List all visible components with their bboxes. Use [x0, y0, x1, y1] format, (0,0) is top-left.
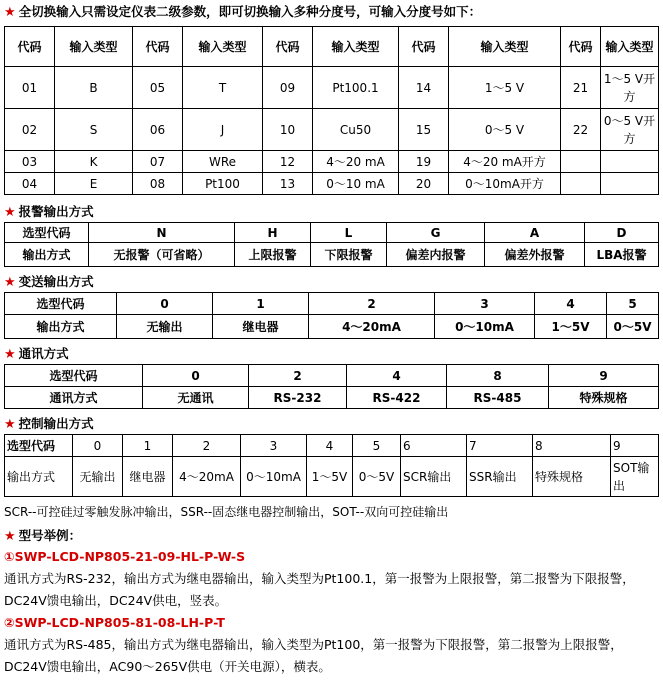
table-cell: 0～5V: [353, 457, 401, 497]
mode-label: 输出方式: [5, 243, 89, 267]
table-cell: 7: [467, 435, 533, 457]
header-cell: 输入类型: [55, 27, 133, 67]
table-cell: 4～20mA: [173, 457, 241, 497]
table-cell: 4～20mA: [309, 315, 435, 339]
table-cell: B: [55, 67, 133, 109]
code-label: 选型代码: [5, 293, 117, 315]
table-cell: 12: [263, 151, 313, 173]
star-icon: ★: [4, 417, 16, 432]
table-cell: RS-422: [347, 387, 447, 409]
control-output-table: [4, 434, 659, 497]
header-cell: 输入类型: [183, 27, 263, 67]
table-row: [5, 315, 659, 339]
table-cell: SOT输出: [611, 457, 659, 497]
table-cell: 05: [133, 67, 183, 109]
star-icon: ★: [4, 275, 16, 290]
star-icon: ★: [4, 529, 16, 544]
table-cell: WRe: [183, 151, 263, 173]
table-cell: RS-485: [447, 387, 549, 409]
example-2-description: 通讯方式为RS-485，输出方式为继电器输出，输入类型为Pt100，第一报警为下限报警，第二报警为上限报警，DC24V馈电输出，AC90～265V供电（开关电源），横表。: [4, 637, 623, 674]
input-type-table: [4, 26, 659, 195]
header-cell: 输入类型: [313, 27, 399, 67]
table-cell: 03: [5, 151, 55, 173]
table-cell: G: [387, 223, 485, 243]
abbreviation-note: SCR--可控硅过零触发脉冲输出，SSR--固态继电器控制输出，SOT--双向可控硅输出: [4, 505, 449, 519]
table-row: [5, 457, 659, 497]
section-title-text: 控制输出方式: [18, 416, 94, 431]
table-cell: 8: [447, 365, 549, 387]
table-cell: 0～10mA: [241, 457, 307, 497]
table-cell: S: [55, 109, 133, 151]
table-cell: 继电器: [213, 315, 309, 339]
table-cell: T: [183, 67, 263, 109]
example-2-model: ②SWP-LCD-NP805-81-08-LH-P-T: [4, 615, 225, 630]
table-cell: J: [183, 109, 263, 151]
table-cell: 无通讯: [143, 387, 249, 409]
table-cell: 10: [263, 109, 313, 151]
table-cell: 21: [561, 67, 601, 109]
comm-table: [4, 364, 659, 409]
table-cell: 1～5V: [307, 457, 353, 497]
table-cell: 1: [213, 293, 309, 315]
table-cell: 2: [309, 293, 435, 315]
table-cell: 06: [133, 109, 183, 151]
table-cell: K: [55, 151, 133, 173]
section-title-text: 通讯方式: [18, 346, 69, 361]
header-cell: 输入类型: [601, 27, 659, 67]
table-cell: SCR输出: [401, 457, 467, 497]
table-row: [5, 223, 659, 243]
table-cell: 0～10mA: [435, 315, 535, 339]
table-cell: 1～5 V: [449, 67, 561, 109]
table-cell: 2: [249, 365, 347, 387]
table-cell: 0～10 mA: [313, 173, 399, 195]
table-cell: 14: [399, 67, 449, 109]
intro-text: 全切换输入只需设定仪表二级参数，即可切换输入多种分度号，可输入分度号如下：: [18, 4, 482, 19]
intro-line: [4, 2, 481, 20]
table-cell: 02: [5, 109, 55, 151]
table-cell: 0～10mA开方: [449, 173, 561, 195]
transmit-output-table: [4, 292, 659, 339]
table-cell: 01: [5, 67, 55, 109]
table-cell: 22: [561, 109, 601, 151]
table-cell: 13: [263, 173, 313, 195]
table-cell: 0～5 V: [449, 109, 561, 151]
table-cell: [561, 151, 601, 173]
table-cell: SSR输出: [467, 457, 533, 497]
table-cell: [601, 151, 659, 173]
alarm-output-table: [4, 222, 659, 267]
table-cell: E: [55, 173, 133, 195]
section-title-text: 变送输出方式: [18, 274, 94, 289]
table-row: [5, 387, 659, 409]
header-cell: 代码: [5, 27, 55, 67]
table-row: [5, 243, 659, 267]
header-cell: 输入类型: [449, 27, 561, 67]
table-cell: 偏差外报警: [485, 243, 585, 267]
table-cell: 08: [133, 173, 183, 195]
example-1-model: ①SWP-LCD-NP805-21-09-HL-P-W-S: [4, 549, 246, 564]
table-cell: 4: [347, 365, 447, 387]
table-cell: 0: [73, 435, 123, 457]
table-cell: 3: [435, 293, 535, 315]
mode-label: 输出方式: [5, 315, 117, 339]
table-cell: N: [89, 223, 235, 243]
example-section-title: [4, 526, 81, 544]
table-cell: 4～20 mA开方: [449, 151, 561, 173]
star-icon: ★: [4, 5, 16, 20]
table-cell: 5: [607, 293, 659, 315]
table-cell: 无输出: [73, 457, 123, 497]
table-cell: 07: [133, 151, 183, 173]
table-cell: 继电器: [123, 457, 173, 497]
table-cell: 2: [173, 435, 241, 457]
table-cell: D: [585, 223, 659, 243]
table-row: [5, 173, 659, 195]
table-cell: A: [485, 223, 585, 243]
header-cell: 代码: [133, 27, 183, 67]
code-label: 选型代码: [5, 365, 143, 387]
table-row: [5, 293, 659, 315]
table-cell: Pt100: [183, 173, 263, 195]
table-cell: 09: [263, 67, 313, 109]
example-1-description: 通讯方式为RS-232，输出方式为继电器输出，输入类型为Pt100.1，第一报警为上限报警，第二报警为下限报警，DC24V馈电输出，DC24V供电，竖表。: [4, 571, 635, 608]
header-cell: 代码: [399, 27, 449, 67]
table-cell: 0～5V: [607, 315, 659, 339]
table-cell: 上限报警: [235, 243, 311, 267]
table-cell: 6: [401, 435, 467, 457]
code-label: 选型代码: [5, 223, 89, 243]
input-table-header-row: [5, 27, 659, 67]
table-cell: Pt100.1: [313, 67, 399, 109]
code-label: 选型代码: [5, 435, 73, 457]
transmit-section-title: [4, 272, 94, 290]
mode-label: 通讯方式: [5, 387, 143, 409]
mode-label: 输出方式: [5, 457, 73, 497]
table-cell: 无输出: [117, 315, 213, 339]
table-cell: 下限报警: [311, 243, 387, 267]
section-title-text: 型号举例：: [18, 528, 82, 543]
table-cell: 1: [123, 435, 173, 457]
table-cell: 4: [535, 293, 607, 315]
table-cell: [561, 173, 601, 195]
table-cell: 5: [353, 435, 401, 457]
alarm-section-title: [4, 202, 94, 220]
table-cell: 04: [5, 173, 55, 195]
table-row: [5, 435, 659, 457]
table-cell: 1～5V: [535, 315, 607, 339]
table-cell: 无报警（可省略）: [89, 243, 235, 267]
comm-section-title: [4, 344, 69, 362]
table-cell: 4～20 mA: [313, 151, 399, 173]
table-cell: Cu50: [313, 109, 399, 151]
table-cell: 9: [611, 435, 659, 457]
table-cell: 特殊规格: [533, 457, 611, 497]
table-cell: 15: [399, 109, 449, 151]
table-cell: 3: [241, 435, 307, 457]
header-cell: 代码: [263, 27, 313, 67]
table-cell: 偏差内报警: [387, 243, 485, 267]
table-cell: 0: [117, 293, 213, 315]
table-cell: H: [235, 223, 311, 243]
table-cell: RS-232: [249, 387, 347, 409]
table-cell: 8: [533, 435, 611, 457]
table-cell: 0: [143, 365, 249, 387]
table-cell: 1～5 V开方: [601, 67, 659, 109]
star-icon: ★: [4, 205, 16, 220]
table-cell: [601, 173, 659, 195]
table-cell: 9: [549, 365, 659, 387]
table-cell: L: [311, 223, 387, 243]
star-icon: ★: [4, 347, 16, 362]
table-cell: 4: [307, 435, 353, 457]
header-cell: 代码: [561, 27, 601, 67]
table-row: [5, 67, 659, 109]
table-row: [5, 151, 659, 173]
table-row: [5, 109, 659, 151]
control-section-title: [4, 414, 94, 432]
table-cell: 0～5 V开方: [601, 109, 659, 151]
table-cell: 19: [399, 151, 449, 173]
table-cell: 20: [399, 173, 449, 195]
table-cell: LBA报警: [585, 243, 659, 267]
section-title-text: 报警输出方式: [18, 204, 94, 219]
table-row: [5, 365, 659, 387]
table-cell: 特殊规格: [549, 387, 659, 409]
